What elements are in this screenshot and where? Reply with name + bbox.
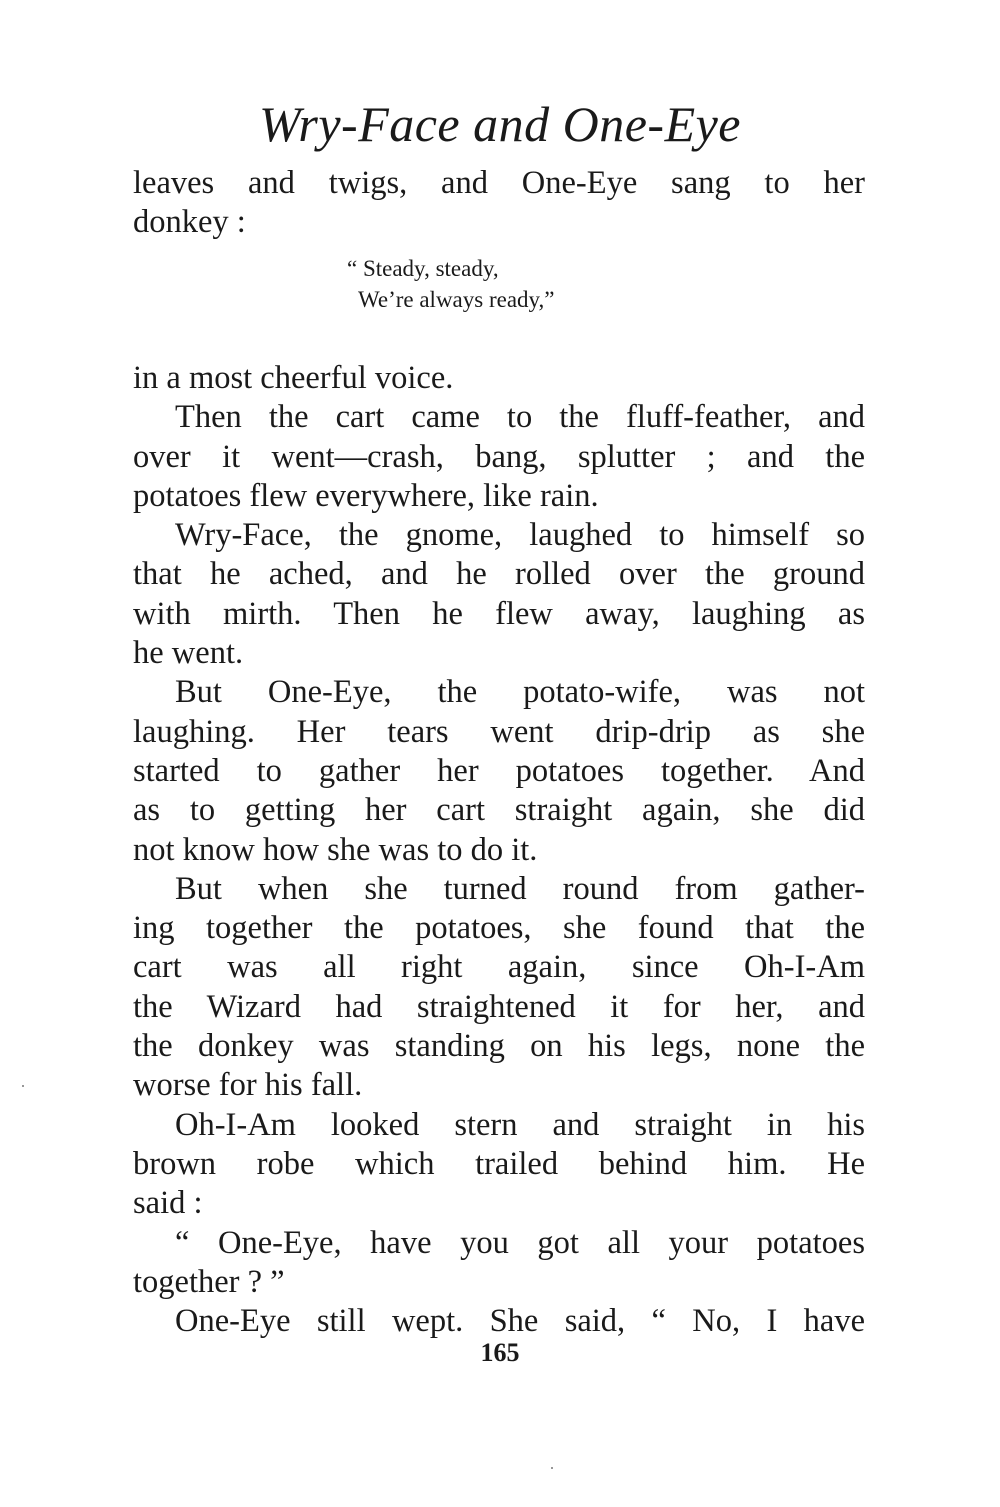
text-line: over it went—crash, bang, splutter ; and the (133, 438, 865, 475)
text-line: as to getting her cart straight again, she did (133, 792, 865, 829)
text-line: brown robe which trailed behind him. He (133, 1145, 865, 1182)
text-line: worse for his fall. (133, 1067, 363, 1104)
text-line: “ One-Eye, have you got all your potatoes (175, 1224, 865, 1261)
text-line: donkey : (133, 204, 246, 241)
text-line: Then the cart came to the fluff-feather, and (175, 399, 865, 436)
verse-quote (347, 253, 555, 315)
text-block-top (133, 164, 865, 243)
text-line: leaves and twigs, and One-Eye sang to her (133, 165, 865, 201)
text-line: in a most cheerful voice. (133, 360, 454, 396)
text-line: One-Eye still wept. She said, “ No, I have (175, 1303, 865, 1340)
text-line: together ? ” (133, 1263, 285, 1300)
text-line: the donkey was standing on his legs, none the (133, 1028, 865, 1065)
text-line: not know how she was to do it. (133, 831, 538, 868)
text-line: Wry-Face, the gnome, laughed to himself so (175, 517, 865, 554)
text-line: laughing. Her tears went drip-drip as she (133, 713, 865, 750)
text-line: he went. (133, 635, 244, 672)
text-line: the Wizard had straightened it for her, and (133, 988, 865, 1025)
scan-speck (551, 1467, 553, 1469)
text-line: But when she turned round from gather- (175, 870, 865, 907)
text-line: potatoes flew everywhere, like rain. (133, 477, 599, 514)
text-block-main (133, 359, 865, 1341)
text-line: Oh-I-Am looked stern and straight in his (175, 1106, 865, 1143)
text-line: started to gather her potatoes together. And (133, 752, 865, 789)
text-line: said : (133, 1185, 203, 1222)
page-number: 165 (480, 1338, 520, 1367)
text-line: ing together the potatoes, she found that the (133, 910, 865, 947)
text-line: with mirth. Then he flew away, laughing as (133, 595, 865, 632)
text-line: that he ached, and he rolled over the ground (133, 556, 865, 593)
verse-line: “ Steady, steady, (347, 256, 499, 281)
scan-speck (22, 1085, 24, 1087)
running-head: Wry-Face and One-Eye (259, 96, 741, 152)
text-line: cart was all right again, since Oh-I-Am (133, 949, 865, 986)
verse-line: We’re always ready,” (358, 287, 555, 312)
text-line: But One-Eye, the potato-wife, was not (175, 674, 865, 711)
